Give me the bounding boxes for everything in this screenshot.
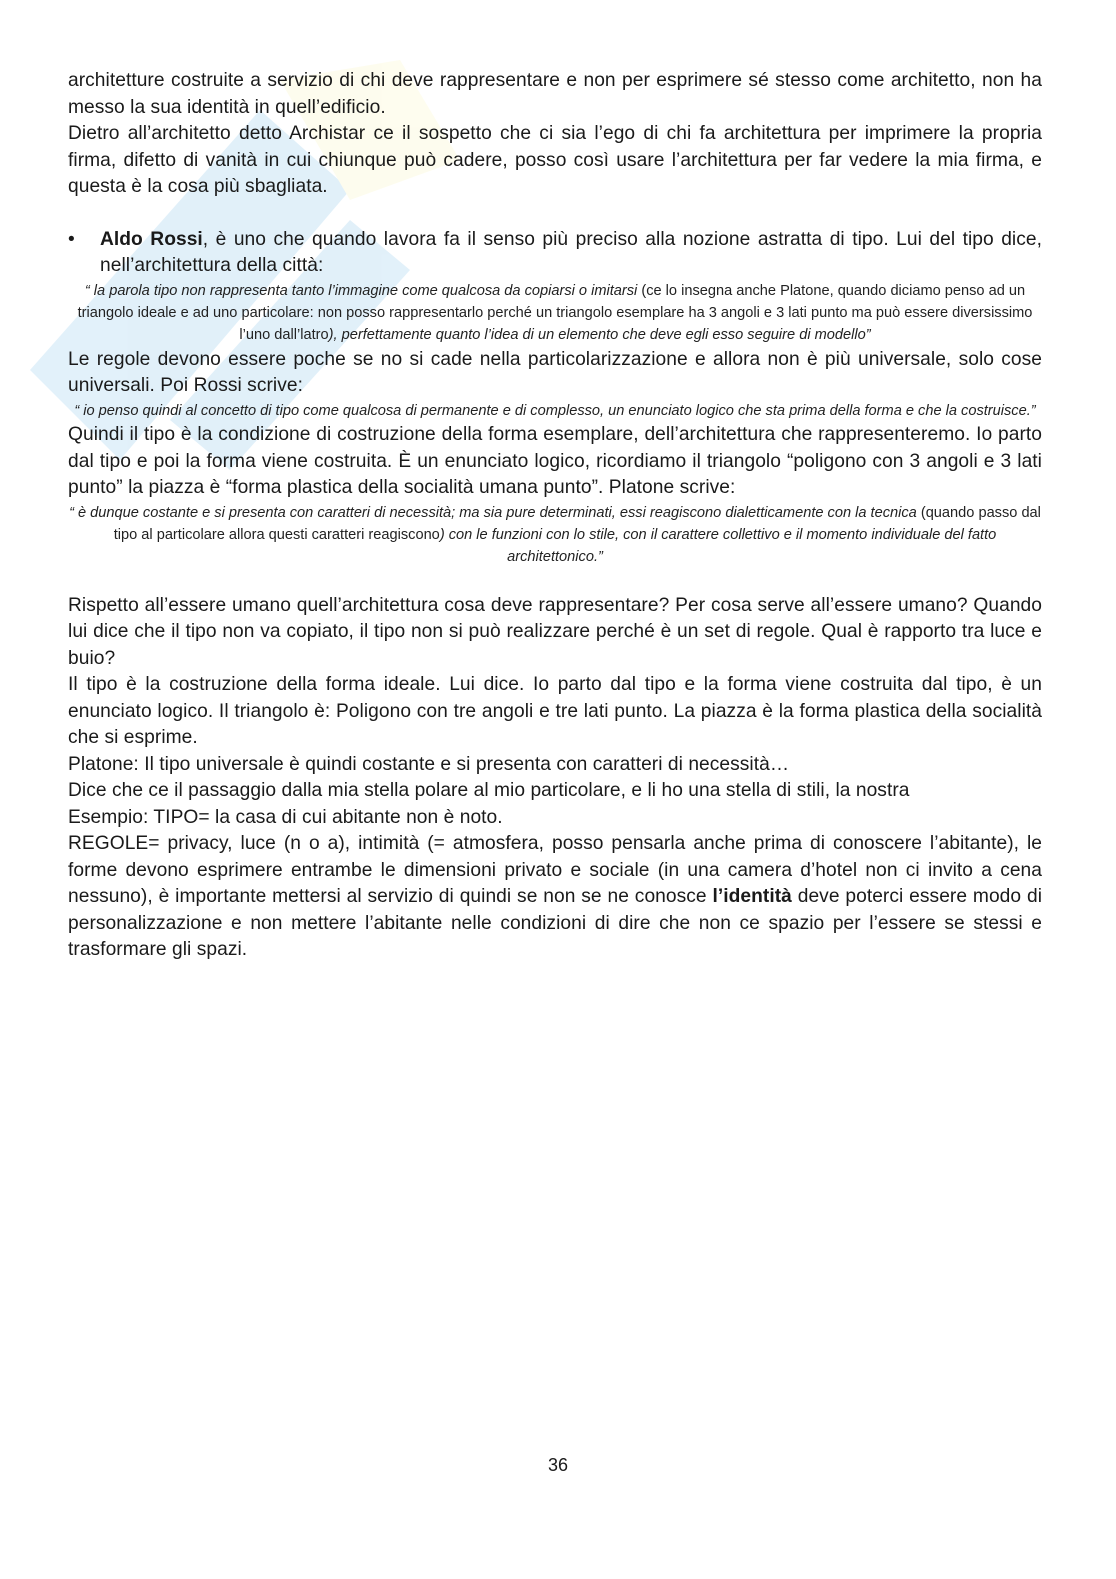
quote-rossi-concetto: “ io penso quindi al concetto di tipo come qualcosa di permanente e di complesso, un enunciato logico che sta prima della forma e che la costruisce.” — [74, 402, 1036, 419]
spacer — [68, 569, 1042, 593]
body-p6-before: REGOLE= privacy, luce (n o a), intimità (= atmosfera, posso pensarla anche prima di conoscere l’abitante), le forme devono esprimere entrambe le dimensioni privato e sociale (in una camera d’hotel non ci invito a cena nessuno), è importante mettersi al servizio di quindi se non se ne conosce — [68, 833, 1042, 908]
quote1-part1: “ la parola tipo non rappresenta tanto l’immagine come qualcosa da copiarsi o imitarsi — [84, 282, 638, 299]
page-content — [68, 68, 1042, 964]
body-paragraph-3: Platone: Il tipo universale è quindi costante e si presenta con caratteri di necessità… — [68, 753, 790, 775]
paragraph-rules: Le regole devono essere poche se no si cade nella particolarizzazione e allora non è più universale, solo cose universali. Poi Rossi scrive: — [68, 348, 1042, 397]
body-paragraph-5: Esempio: TIPO= la casa di cui abitante non è noto. — [68, 806, 503, 828]
quote3-part3: ) con le funzioni con lo stile, con il carattere collettivo e il momento individuale del fatto architettonico.” — [439, 527, 997, 566]
quote3-part1: “ è dunque costante e si presenta con caratteri di necessità; ma sia pure determinati, essi reagiscono dialetticamente con la tecnica — [69, 504, 917, 521]
body-paragraph-1: Rispetto all’essere umano quell’architettura cosa deve rappresentare? Per cosa serve all’essere umano? Quando lui dice che il tipo non va copiato, il tipo non si può realizzare perché è un set di regole. Qual è rapporto tra luce e buio? — [68, 594, 1042, 669]
bullet-description: , è uno che quando lavora fa il senso più preciso alla nozione astratta di tipo. Lui del tipo dice, nell’architettura della città: — [100, 228, 1042, 276]
quote1-part2: (ce lo insegna anche Platone, quando diciamo penso ad un triangolo ideale e ad uno particolare: non posso rappresentarlo perché un triangolo esemplare ha 3 angoli e 3 lati punto ma può essere diversissimo l’uno dall’latro — [77, 282, 1033, 344]
body-p6-after: deve poterci essere modo di personalizzazione e non mettere l’abitante nelle condizioni di dire che non ce spazio per l’essere se stessi e trasformare gli spazi. — [68, 886, 1043, 961]
quote3-part2: (quando passo dal tipo al particolare allora questi caratteri reagiscono — [113, 504, 1041, 544]
body-paragraph-6 — [68, 831, 1042, 964]
body-p6-identity: l’identità — [712, 886, 792, 908]
body-paragraph-4: Dice che ce il passaggio dalla mia stella polare al mio particolare, e li ho una stella di stili, la nostra — [68, 780, 910, 802]
bullet-marker: • — [68, 228, 75, 250]
bullet-aldo-rossi — [68, 227, 1042, 280]
bullet-name: Aldo Rossi — [100, 228, 203, 250]
paragraph-condition: Quindi il tipo è la condizione di costruzione della forma esemplare, dell’architettura che rappresenteremo. Io parto dal tipo e poi la forma viene costruita. È un enunciato logico, ricordiamo il triangolo “poligono con 3 angoli e 3 lati punto” la piazza è “forma plastica della socialità umana punto”. Platone scrive: — [68, 424, 1042, 499]
quote-platone — [68, 502, 1042, 569]
quote-rossi-tipo — [68, 280, 1042, 347]
body-paragraph-2: Il tipo è la costruzione della forma ideale. Lui dice. Io parto dal tipo e la forma viene costruita dal tipo, è un enunciato logico. Il triangolo è: Poligono con tre angoli e tre lati punto. La piazza è la forma plastica della socialità che si esprime. — [68, 674, 1042, 749]
intro-paragraph-2: Dietro all’architetto detto Archistar ce il sospetto che ci sia l’ego di chi fa architettura per imprimere la propria firma, difetto di vanità in cui chiunque può cadere, posso così usare l’architettura per far vedere la mia firma, e questa è la cosa più sbagliata. — [68, 123, 1042, 197]
bullet-text — [100, 227, 1042, 280]
quote1-part3: ), perfettamente quanto l’idea di un elemento che deve egli esso seguire di modello” — [328, 327, 871, 344]
page-number: 36 — [547, 1455, 569, 1475]
intro-paragraph-1: architetture costruite a servizio di chi deve rappresentare e non per esprimere sé stesso come architetto, non ha messo la sua identità in quell’edificio. — [68, 70, 1042, 118]
